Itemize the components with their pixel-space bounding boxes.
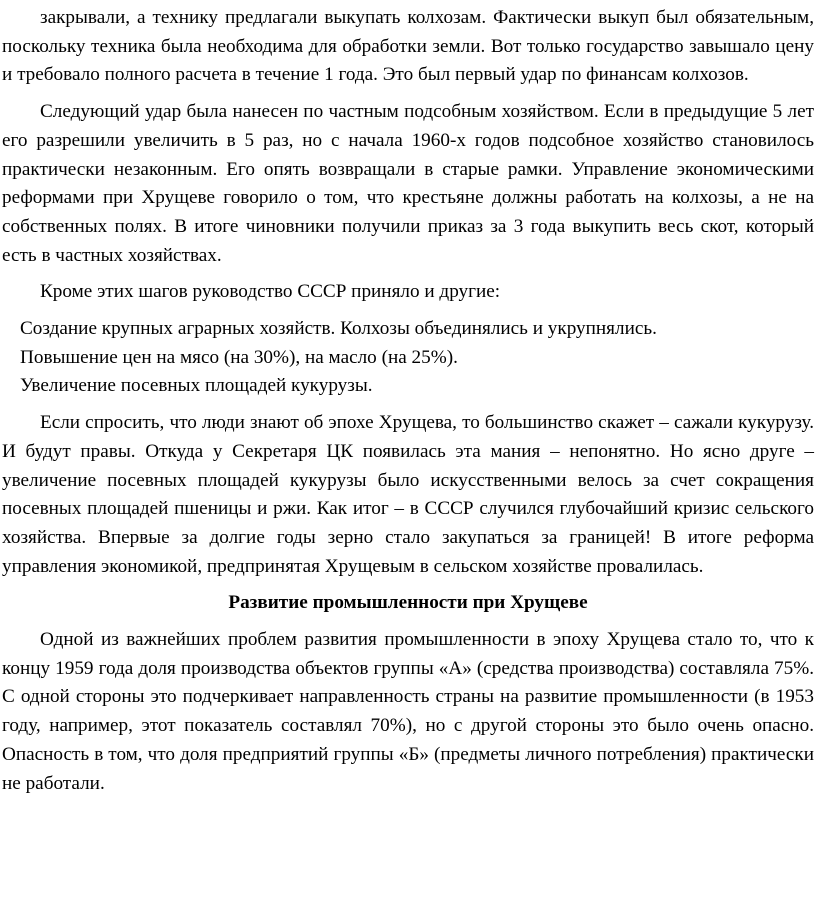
paragraph-corn-campaign: Если спросить, что люди знают об эпохе Хрущева, то большинство скажет – сажали кукурузу. И будут правы. Откуда у Секретаря ЦК появилась эта мания – непонятно. Но ясно друге – увеличение посевных площадей кукурузы было искусственными велось за счет сокращения посевных площадей пшеницы и ржи. Как итог – в СССР случился глубочайший кризис сельского хозяйства. Впервые за долгие годы зерно стало закупаться за границей! В итоге реформа управления экономикой, предпринятая Хрущевым в сельском хозяйстве провалилась. bbox=[2, 412, 814, 577]
paragraph-collective-farm-equipment: закрывали, а технику предлагали выкупать колхозам. Фактически выкуп был обязательным, поскольку техника была необходима для обработки земли. Вот только государство завышало цену и требовало полного расчета в течение 1 года. Это был первый удар по финансам колхозов. bbox=[2, 7, 814, 86]
list-item: Создание крупных аграрных хозяйств. Колхозы объединялись и укрупнялись. bbox=[20, 318, 657, 340]
paragraph-other-steps-intro: Кроме этих шагов руководство СССР приняло и другие: bbox=[40, 281, 501, 303]
reform-steps-list bbox=[2, 315, 814, 401]
list-item: Увеличение посевных площадей кукурузы. bbox=[20, 375, 373, 397]
section-heading: Развитие промышленности при Хрущеве bbox=[228, 592, 588, 614]
list-item: Повышение цен на мясо (на 30%), на масло (на 25%). bbox=[20, 346, 458, 368]
paragraph-private-farms: Следующий удар была нанесен по частным подсобным хозяйством. Если в предыдущие 5 лет его разрешили увеличить в 5 раз, но с начала 1960-х годов подсобное хозяйство становилось практически незаконным. Его опять возвращали в старые рамки. Управление экономическими реформами при Хрущеве говорило о том, что крестьяне должны работать на колхозы, а не на собственных полях. В итоге чиновники получили приказ за 3 года выкупить весь скот, который есть в частных хозяйствах. bbox=[2, 101, 814, 266]
paragraph-industry: Одной из важнейших проблем развития промышленности в эпоху Хрущева стало то, что к концу 1959 года доля производства объектов группы «А» (средства производства) составляла 75%. С одной стороны это подчеркивает направленность страны на развитие промышленности (в 1953 году, например, этот показатель составлял 70%), но с другой стороны это было очень опасно. Опасность в том, что доля предприятий группы «Б» (предметы личного потребления) практически не работали. bbox=[2, 629, 814, 794]
